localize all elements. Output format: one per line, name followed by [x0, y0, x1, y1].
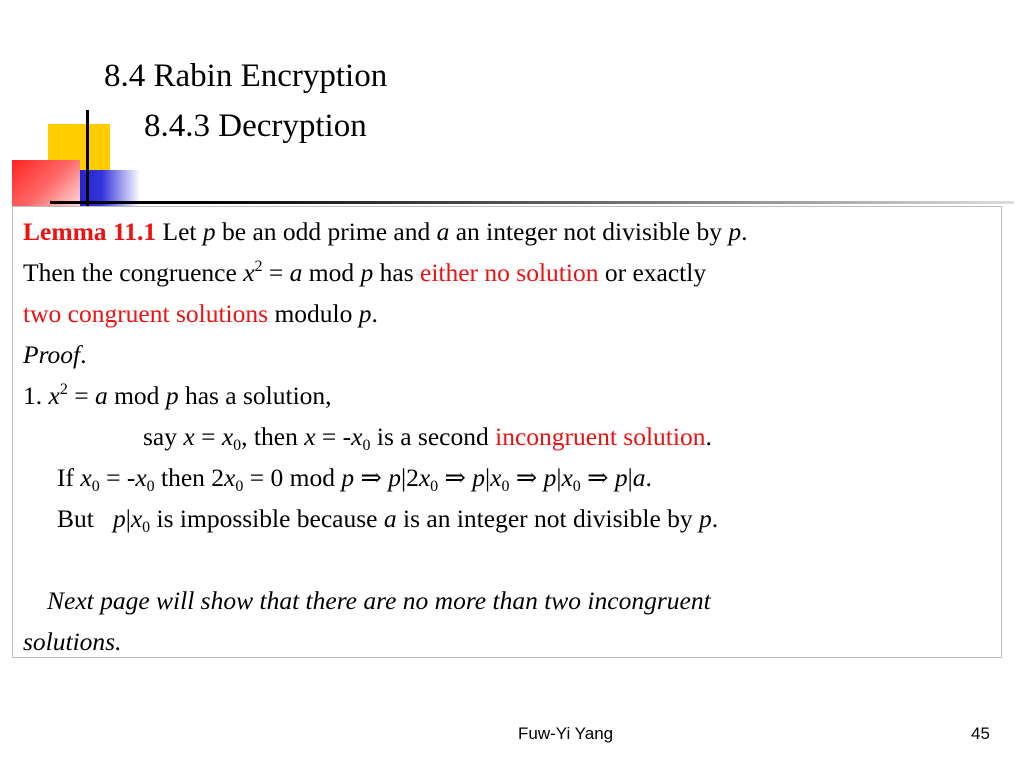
note-line-1: [23, 580, 998, 621]
text: =: [321, 422, 337, 451]
text: is impossible because: [156, 504, 378, 533]
no-solution-phrase: either no solution: [420, 258, 599, 287]
next-page-note-end: solutions.: [23, 627, 122, 656]
text: mod: [114, 381, 160, 410]
implies-symbol: ⇒: [587, 463, 609, 492]
text: =: [106, 463, 121, 492]
neg-x: -x: [126, 463, 147, 492]
text: be an odd prime and: [222, 217, 431, 246]
lemma-content: [23, 211, 998, 662]
var-x: x: [490, 463, 502, 492]
lemma-line-2: [23, 252, 998, 293]
text: |: [627, 463, 633, 492]
proof-line-3: [23, 457, 998, 498]
text: an integer not divisible by: [455, 217, 722, 246]
text: But: [57, 504, 94, 533]
var-p: p: [699, 504, 712, 533]
var-x: x: [130, 504, 143, 533]
var-x: x: [224, 463, 236, 492]
note-line-2: [23, 621, 998, 662]
text: Let: [162, 217, 197, 246]
var-x: x: [304, 422, 316, 451]
var-x: x: [183, 422, 195, 451]
var-x: x: [80, 463, 92, 492]
text: Then the congruence: [23, 258, 237, 287]
var-p: p: [341, 463, 355, 492]
var-x: x: [48, 381, 60, 410]
next-page-note: Next page will show that there are no more than two incongruent: [47, 586, 711, 615]
var-p: p: [360, 258, 374, 287]
text: |: [125, 504, 131, 533]
title-divider: [50, 201, 1014, 204]
lemma-line-3: [23, 293, 998, 334]
text: is a second: [376, 422, 489, 451]
subscript: 0: [233, 437, 242, 454]
lemma-line-1: [23, 211, 998, 252]
text: then 2: [161, 463, 225, 492]
text: modulo: [274, 299, 353, 328]
implies-symbol: ⇒: [360, 463, 382, 492]
text: .: [80, 340, 87, 369]
subscript: 0: [501, 478, 510, 495]
incongruent-phrase: incongruent solution: [495, 422, 706, 451]
var-p: p: [614, 463, 628, 492]
var-a: a: [289, 258, 303, 287]
subscript: 0: [146, 478, 155, 495]
text: If: [57, 463, 74, 492]
var-a: a: [632, 463, 646, 492]
slide-title: 8.4 Rabin Encryption: [104, 58, 388, 94]
subscript: 0: [362, 437, 371, 454]
text: is an integer not divisible by: [403, 504, 693, 533]
subscript: 0: [572, 478, 581, 495]
text: 1.: [23, 381, 43, 410]
var-x: x: [243, 258, 255, 287]
text: or exactly: [604, 258, 707, 287]
text: |: [556, 463, 562, 492]
var-x: x: [418, 463, 431, 492]
exponent: 2: [254, 258, 263, 275]
var-a: a: [94, 381, 108, 410]
implies-symbol: ⇒: [515, 463, 538, 492]
proof-label-line: [23, 334, 998, 375]
text: .: [705, 422, 712, 451]
text: has: [379, 258, 414, 287]
proof-line-1: [23, 375, 998, 416]
text: has a solution,: [184, 381, 332, 410]
footer-author: Fuw-Yi Yang: [518, 724, 614, 743]
var-p: p: [388, 463, 401, 492]
subscript: 0: [235, 478, 244, 495]
var-p: p: [358, 299, 372, 328]
lemma-label: Lemma 11.1: [23, 217, 157, 246]
two-solutions-phrase: two congruent solutions: [23, 299, 269, 328]
var-p: p: [165, 381, 179, 410]
text: .: [371, 299, 378, 328]
proof-line-4: [23, 498, 998, 539]
text: =: [201, 422, 216, 451]
var-p: p: [543, 463, 557, 492]
text: =: [268, 258, 284, 287]
text: |: [485, 463, 491, 492]
var-p: p: [112, 504, 126, 533]
footer-page-number: 45: [971, 724, 990, 743]
lemma-box: [12, 206, 1002, 658]
var-p: p: [728, 217, 742, 246]
text: , then: [241, 422, 298, 451]
proof-line-2: [23, 416, 998, 457]
text: =: [74, 381, 89, 410]
var-a: a: [436, 217, 450, 246]
subscript: 0: [91, 478, 100, 495]
text: .: [645, 463, 652, 492]
text: say: [143, 422, 177, 451]
text: = 0 mod: [249, 463, 335, 492]
neg-x: -x: [342, 422, 363, 451]
text: |: [400, 463, 407, 492]
var-p: p: [202, 217, 216, 246]
proof-label: Proof: [23, 340, 81, 369]
text: mod: [308, 258, 355, 287]
slide-subtitle: 8.4.3 Decryption: [144, 108, 367, 144]
blank-line: [23, 539, 998, 580]
implies-symbol: ⇒: [444, 463, 466, 492]
var-x: x: [561, 463, 573, 492]
text: 2: [406, 463, 419, 492]
subscript: 0: [430, 478, 439, 495]
var-p: p: [472, 463, 486, 492]
var-a: a: [383, 504, 397, 533]
text: .: [741, 217, 748, 246]
subscript: 0: [142, 519, 151, 536]
exponent: 2: [59, 381, 68, 398]
var-x: x: [221, 422, 234, 451]
text: .: [711, 504, 719, 533]
